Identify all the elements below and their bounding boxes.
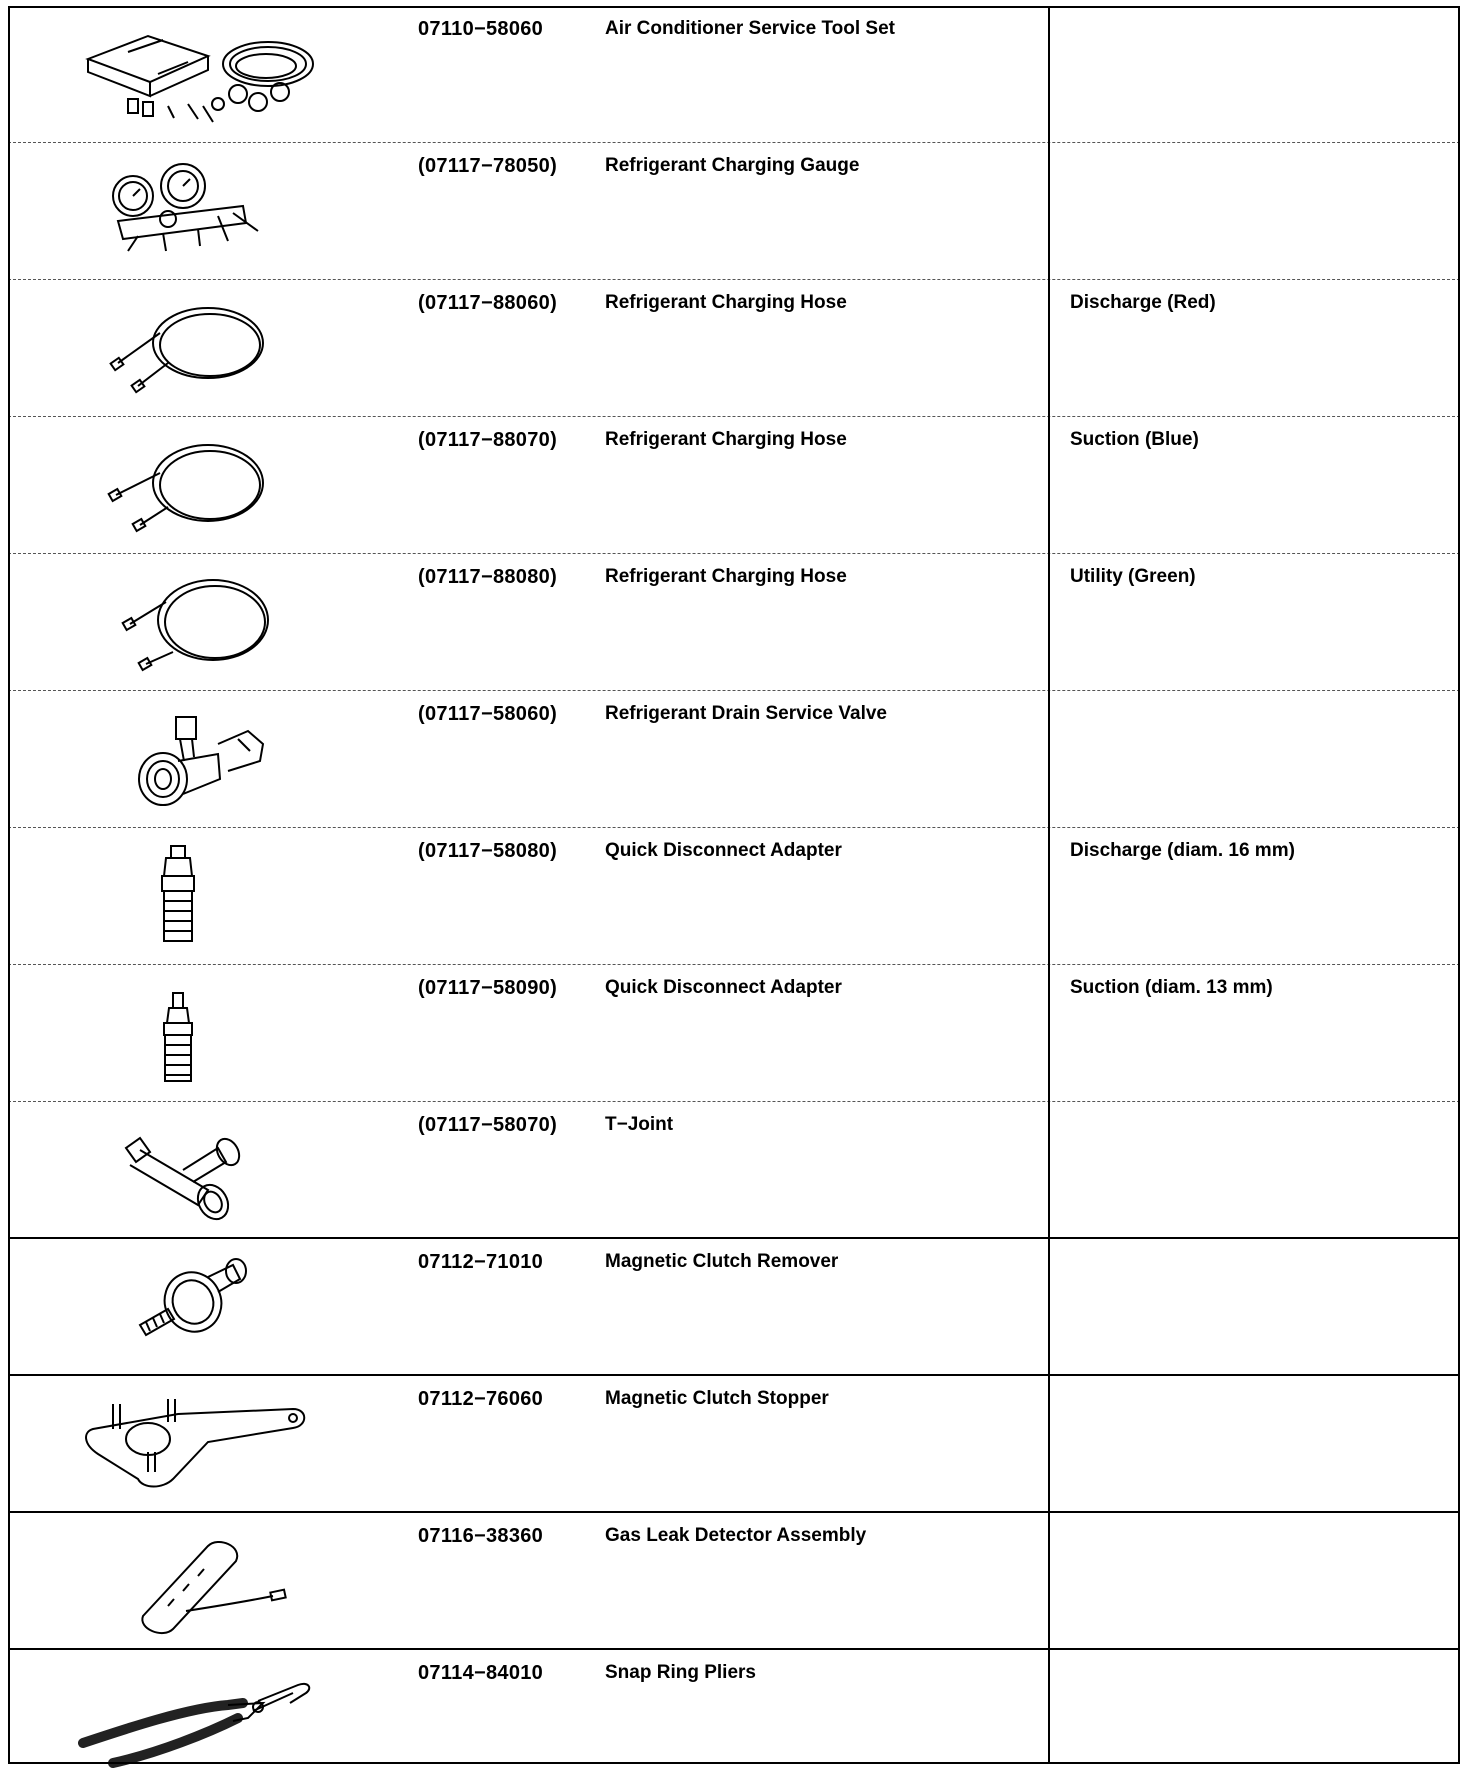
part-number: 07114−84010	[418, 1662, 544, 1684]
tool-row	[8, 1102, 1460, 1239]
snap-ring-pliers-icon	[68, 1658, 328, 1768]
tool-row	[8, 280, 1460, 417]
tool-name: Quick Disconnect Adapter	[605, 977, 842, 998]
t-joint-icon	[68, 1110, 328, 1230]
tool-row	[8, 417, 1460, 554]
tool-note: Discharge (Red)	[1070, 292, 1216, 313]
tool-set-case-icon	[68, 14, 328, 134]
tool-note: Suction (Blue)	[1070, 429, 1199, 450]
clutch-remover-icon	[68, 1247, 328, 1367]
tool-note: Suction (diam. 13 mm)	[1070, 977, 1273, 998]
part-number: (07117−88060)	[418, 292, 558, 314]
tool-note: Utility (Green)	[1070, 566, 1196, 587]
charging-hose-icon	[68, 562, 328, 682]
clutch-stopper-icon	[68, 1384, 328, 1504]
tool-name: Magnetic Clutch Remover	[605, 1251, 839, 1272]
tool-name: Quick Disconnect Adapter	[605, 840, 842, 861]
tool-name: Gas Leak Detector Assembly	[605, 1525, 867, 1546]
tool-name: T−Joint	[605, 1114, 674, 1135]
part-number: (07117−58060)	[418, 703, 558, 725]
part-number: 07116−38360	[418, 1525, 544, 1547]
tool-row	[8, 1650, 1460, 1764]
gas-leak-detector-icon	[68, 1521, 328, 1641]
tool-note: Discharge (diam. 16 mm)	[1070, 840, 1295, 861]
tool-row	[8, 691, 1460, 828]
special-service-tools-table	[8, 6, 1460, 1764]
tool-name: Magnetic Clutch Stopper	[605, 1388, 829, 1409]
charging-gauge-icon	[68, 151, 328, 271]
part-number: (07117−78050)	[418, 155, 558, 177]
tool-row	[8, 1513, 1460, 1650]
tool-row	[8, 828, 1460, 965]
part-number: 07112−76060	[418, 1388, 544, 1410]
part-number: (07117−88080)	[418, 566, 558, 588]
column-divider	[1048, 6, 1050, 1764]
tool-row	[8, 1239, 1460, 1376]
quick-disconnect-adapter-icon	[68, 973, 328, 1093]
part-number: (07117−88070)	[418, 429, 558, 451]
part-number: (07117−58070)	[418, 1114, 558, 1136]
tool-row	[8, 1376, 1460, 1513]
tool-name: Refrigerant Charging Hose	[605, 566, 847, 587]
part-number: 07110−58060	[418, 18, 544, 40]
tool-row	[8, 143, 1460, 280]
charging-hose-icon	[68, 288, 328, 408]
part-number: 07112−71010	[418, 1251, 544, 1273]
tool-name: Air Conditioner Service Tool Set	[605, 18, 895, 39]
tool-name: Refrigerant Charging Gauge	[605, 155, 860, 176]
tool-row	[8, 554, 1460, 691]
part-number: (07117−58090)	[418, 977, 558, 999]
charging-hose-icon	[68, 425, 328, 545]
tool-row	[8, 965, 1460, 1102]
tool-name: Refrigerant Charging Hose	[605, 292, 847, 313]
tool-row	[8, 6, 1460, 143]
tool-name: Refrigerant Charging Hose	[605, 429, 847, 450]
quick-disconnect-adapter-icon	[68, 836, 328, 956]
part-number: (07117−58080)	[418, 840, 558, 862]
tool-name: Snap Ring Pliers	[605, 1662, 756, 1683]
tool-name: Refrigerant Drain Service Valve	[605, 703, 887, 724]
drain-service-valve-icon	[68, 699, 328, 819]
